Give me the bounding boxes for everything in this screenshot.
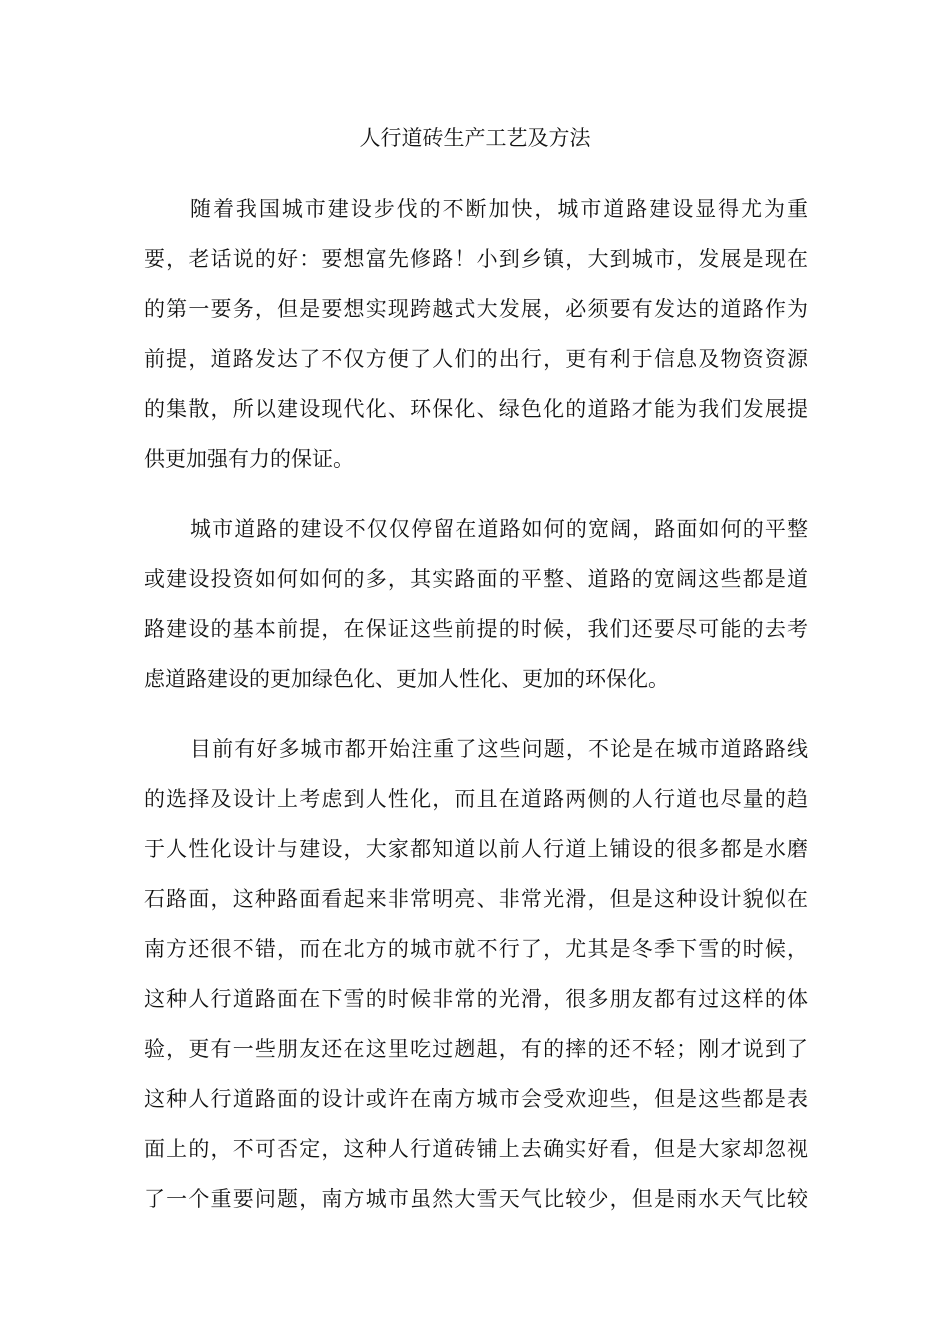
paragraph-line: 南方还很不错，而在北方的城市就不行了，尤其是冬季下雪的时候， [144, 937, 808, 961]
paragraph-line: 面上的，不可否定，这种人行道砖铺上去确实好看，但是大家却忽视 [144, 1137, 808, 1161]
paragraph-line: 目前有好多城市都开始注重了这些问题，不论是在城市道路路线 [190, 737, 808, 761]
paragraph-line: 供更加强有力的保证。 [144, 447, 354, 471]
paragraph-line: 路建设的基本前提，在保证这些前提的时候，我们还要尽可能的去考 [144, 617, 808, 641]
paragraph-line: 要，老话说的好：要想富先修路！小到乡镇，大到城市，发展是现在 [144, 247, 808, 271]
document-title: 人行道砖生产工艺及方法 [359, 126, 591, 150]
paragraph-line: 于人性化设计与建设，大家都知道以前人行道上铺设的很多都是水磨 [144, 837, 808, 861]
paragraph-3 [144, 724, 808, 1224]
paragraph-line: 这种人行道路面在下雪的时候非常的光滑，很多朋友都有过这样的体 [144, 987, 808, 1011]
paragraph-line: 前提，道路发达了不仅方便了人们的出行，更有利于信息及物资资源 [144, 347, 808, 371]
paragraph-line: 验，更有一些朋友还在这里吃过趔趄，有的摔的还不轻；刚才说到了 [144, 1037, 808, 1061]
paragraph-line: 的集散，所以建设现代化、环保化、绿色化的道路才能为我们发展提 [144, 397, 808, 421]
paragraph-line: 或建设投资如何如何的多，其实路面的平整、道路的宽阔这些都是道 [144, 567, 808, 591]
paragraph-line: 的选择及设计上考虑到人性化，而且在道路两侧的人行道也尽量的趋 [144, 787, 808, 811]
paragraph-line: 这种人行道路面的设计或许在南方城市会受欢迎些，但是这些都是表 [144, 1087, 808, 1111]
paragraph-line: 石路面，这种路面看起来非常明亮、非常光滑，但是这种设计貌似在 [144, 887, 808, 911]
paragraph-line: 随着我国城市建设步伐的不断加快，城市道路建设显得尤为重 [190, 197, 808, 221]
paragraph-1 [144, 184, 808, 484]
paragraph-line: 虑道路建设的更加绿色化、更加人性化、更加的环保化。 [144, 667, 669, 691]
paragraph-line: 的第一要务，但是要想实现跨越式大发展，必须要有发达的道路作为 [144, 297, 808, 321]
paragraph-2 [144, 504, 808, 704]
paragraph-line: 了一个重要问题，南方城市虽然大雪天气比较少，但是雨水天气比较 [144, 1187, 808, 1211]
paragraph-line: 城市道路的建设不仅仅停留在道路如何的宽阔，路面如何的平整 [190, 517, 808, 541]
